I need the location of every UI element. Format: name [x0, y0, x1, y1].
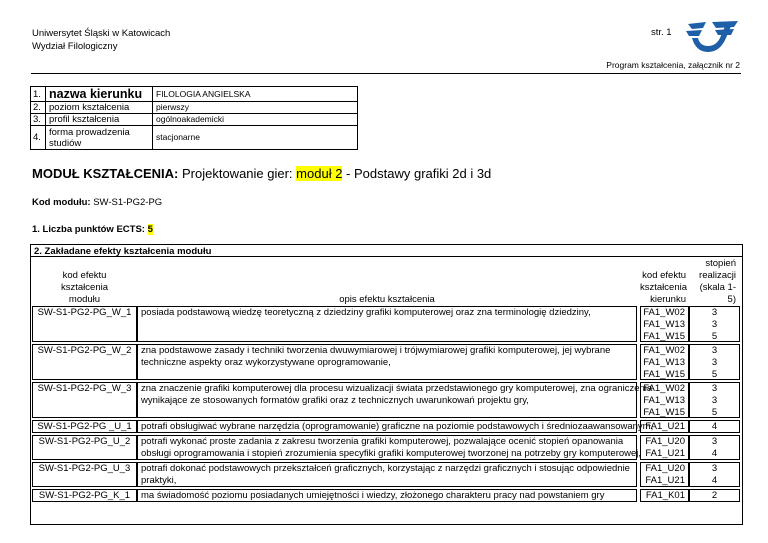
kier-code: FA1_W15 — [643, 331, 685, 342]
outcome-desc-line: techniczne aspekty oraz wykorzystywane oprogramowanie, — [141, 357, 391, 368]
university-logo-icon — [682, 18, 740, 58]
stop-value: 3 — [711, 345, 718, 356]
outcome-code: SW-S1-PG2-PG_K_1 — [32, 489, 137, 502]
outcome-stop — [689, 306, 740, 342]
header-divider — [31, 73, 741, 74]
stop-value: 4 — [711, 421, 718, 432]
kier-code: FA1_U21 — [645, 448, 685, 459]
header-institution — [32, 27, 170, 53]
info-value: FILOLOGIA ANGIELSKA — [153, 87, 358, 102]
info-value: ogólnoakademicki — [153, 114, 358, 126]
kier-code: FA1_W15 — [643, 407, 685, 418]
kier-code: FA1_W13 — [643, 395, 685, 406]
module-code-line — [32, 197, 162, 208]
outcome-stop — [689, 382, 740, 418]
kier-code: FA1_U21 — [645, 421, 685, 432]
kier-code: FA1_W13 — [643, 319, 685, 330]
faculty-name: Wydział Filologiczny — [32, 41, 118, 52]
info-key: poziom kształcenia — [46, 102, 153, 114]
stop-value: 3 — [711, 307, 718, 318]
outcome-desc — [137, 344, 637, 380]
outcome-desc-line: zna znaczenie grafiki komputerowej dla procesu wizualizacji świata przedstawionego gry komputerowej, zna ograniczenia — [141, 383, 653, 394]
stop-value: 3 — [711, 463, 718, 474]
stop-value: 4 — [711, 448, 718, 459]
outcome-desc-line: potrafi wykonać proste zadania z zakresu tworzenia grafiki komputerowej, pozwalające ocenić stopień opanowania — [141, 436, 624, 447]
outcome-stop — [689, 489, 740, 502]
kier-code: FA1_K01 — [645, 490, 685, 501]
outcome-code: SW-S1-PG2-PG_W_1 — [32, 306, 137, 342]
outcome-desc — [137, 462, 637, 487]
outcome-kier — [640, 462, 689, 487]
outcome-kier — [640, 489, 689, 502]
info-key-line: studiów — [49, 137, 82, 149]
info-num: 4. — [31, 126, 46, 150]
outcome-desc — [137, 306, 637, 342]
col-header-line: kierunku — [650, 294, 686, 305]
page-number: str. 1 — [651, 27, 672, 38]
module-title-post: - Podstawy grafiki 2d i 3d — [346, 166, 492, 181]
kier-code: FA1_W02 — [643, 345, 685, 356]
info-num: 1. — [31, 87, 46, 102]
col-header-line: stopień — [705, 258, 736, 269]
stop-value: 3 — [711, 383, 718, 394]
outcome-code: SW-S1-PG2-PG_W_2 — [32, 344, 137, 380]
outcome-desc — [137, 489, 637, 502]
section-title: 2. Zakładane efekty kształcenia modułu — [30, 244, 743, 257]
col-header-line: 5) — [727, 294, 736, 305]
outcome-desc-line: praktyki, — [141, 475, 177, 486]
annex-label: Program kształcenia, załącznik nr 2 — [606, 60, 740, 70]
kier-code: FA1_U21 — [645, 475, 685, 486]
col-header-line: modułu — [68, 294, 101, 305]
stop-value: 5 — [711, 369, 718, 380]
stop-value: 3 — [711, 436, 718, 447]
outcome-kier — [640, 435, 689, 460]
outcome-kier — [640, 344, 689, 380]
program-info-table — [30, 86, 358, 150]
info-num: 2. — [31, 102, 46, 114]
info-value: stacjonarne — [153, 126, 358, 150]
university-name: Uniwersytet Śląski w Katowicach — [32, 28, 171, 39]
outcome-desc — [137, 420, 654, 433]
info-key: profil kształcenia — [46, 114, 153, 126]
outcome-stop — [689, 435, 740, 460]
info-key-line: forma prowadzenia — [49, 126, 130, 138]
outcome-desc-line: potrafi dokonać podstawowych przekształceń graficznych, korzystając z narzędzi graficznych i stosując odpowiednie — [141, 463, 630, 474]
info-value: pierwszy — [153, 102, 358, 114]
col-header-kier — [640, 270, 689, 306]
kier-code: FA1_U20 — [645, 436, 685, 447]
module-title-pre: Projektowanie gier: — [181, 166, 293, 181]
outcome-kier — [640, 382, 689, 418]
info-num: 3. — [31, 114, 46, 126]
outcome-desc — [137, 435, 642, 460]
module-code-label: Kod modułu: — [32, 197, 91, 208]
outcome-code: SW-S1-PG2-PG_U_2 — [32, 435, 137, 460]
stop-value: 3 — [711, 319, 718, 330]
col-header-desc: opis efektu kształcenia — [339, 294, 435, 305]
col-header-line: kształcenia — [61, 282, 108, 293]
outcome-code: SW-S1-PG2-PG _U_1 — [32, 420, 137, 433]
stop-value: 2 — [711, 490, 718, 501]
ects-value: 5 — [147, 224, 153, 235]
module-code: SW-S1-PG2-PG — [93, 197, 163, 208]
outcome-desc-line: obsługi oprogramowania i stopień zrozumienia specyfiki grafiki komputerowej tworzonej na potrzeby gry komputerowej, — [141, 448, 642, 459]
info-key — [46, 126, 153, 150]
module-title-highlight: moduł 2 — [296, 166, 343, 181]
stop-value: 3 — [711, 357, 718, 368]
col-header-line: kod efektu — [642, 270, 686, 281]
outcome-desc — [137, 382, 653, 418]
stop-value: 3 — [711, 395, 718, 406]
outcome-desc-line: zna podstawowe zasady i techniki tworzenia dwuwymiarowej i trójwymiarowej grafiki komputerowej, jej wybrane — [141, 345, 611, 356]
col-header-line: realizacji — [699, 270, 736, 281]
outcome-stop — [689, 420, 740, 433]
kier-code: FA1_W02 — [643, 307, 685, 318]
ects-line — [32, 224, 153, 235]
outcome-desc-line: wynikające ze stosowanych formatów grafiki oraz z technicznych uwarunkowań projektu gry, — [141, 395, 529, 406]
outcome-code: SW-S1-PG2-PG_U_3 — [32, 462, 137, 487]
outcome-kier — [640, 306, 689, 342]
kier-code: FA1_U20 — [645, 463, 685, 474]
outcome-stop — [689, 344, 740, 380]
stop-value: 5 — [711, 331, 718, 342]
col-header-line: kształcenia — [640, 282, 687, 293]
col-header-line: (skala 1- — [699, 282, 736, 293]
kier-code: FA1_W13 — [643, 357, 685, 368]
outcome-desc-line: posiada podstawową wiedzę teoretyczną z dziedziny grafiki komputerowej oraz zna terminologię dziedziny, — [141, 307, 591, 318]
ects-label: 1. Liczba punktów ECTS: — [32, 224, 145, 235]
outcome-desc-line: potrafi obsługiwać wybrane narzędzia (oprogramowanie) graficzne na poziomie podstawowych i średniozaawansowanym, — [141, 421, 654, 432]
outcome-code: SW-S1-PG2-PG_W_3 — [32, 382, 137, 418]
col-header-line: kod efektu — [62, 270, 107, 281]
kier-code: FA1_W02 — [643, 383, 685, 394]
kier-code: FA1_W15 — [643, 369, 685, 380]
outcome-desc-line: ma świadomość poziomu posiadanych umiejętności i wiedzy, złożonego charakteru pracy nad powstaniem gry — [141, 490, 605, 501]
stop-value: 4 — [711, 475, 718, 486]
stop-value: 5 — [711, 407, 718, 418]
outcome-kier — [640, 420, 689, 433]
module-label: MODUŁ KSZTAŁCENIA: — [32, 166, 179, 181]
outcome-stop — [689, 462, 740, 487]
col-header-stop — [689, 258, 740, 306]
info-key: nazwa kierunku — [46, 87, 153, 102]
module-title — [32, 166, 491, 181]
col-header-code — [32, 270, 137, 306]
